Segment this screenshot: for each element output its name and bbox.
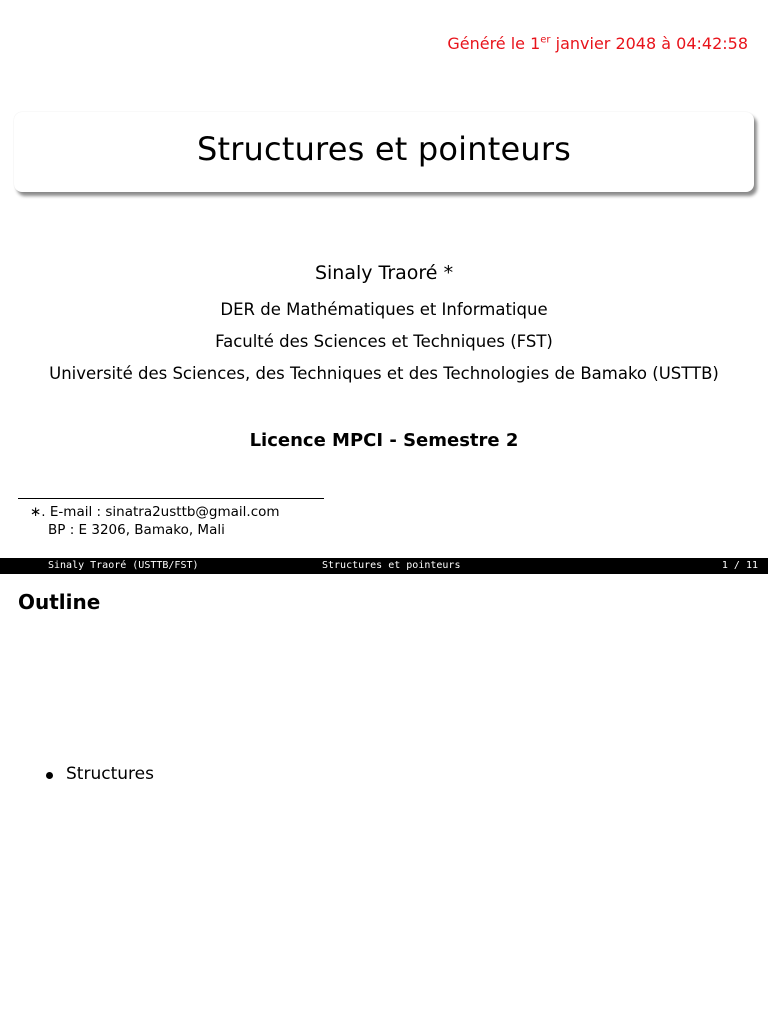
footnote-email: [30, 504, 280, 520]
program-label: Licence MPCI - Semestre 2: [249, 430, 519, 451]
generated-suffix: janvier 2048 à 04:42:58: [550, 34, 748, 53]
outline-item-structures: Structures: [66, 764, 154, 784]
slide-title: Structures et pointeurs: [196, 130, 572, 168]
footer-page-number: 1 / 11: [721, 560, 758, 571]
bullet-icon: [46, 772, 53, 779]
footnote-rule: [18, 498, 324, 499]
footnote-address: BP : E 3206, Bamako, Mali: [48, 522, 225, 538]
outline-heading: Outline: [18, 590, 101, 614]
author-footnote-mark: *: [443, 262, 454, 284]
author-name: Sinaly Traoré: [314, 262, 438, 284]
email-line: E-mail : sinatra2usttb@gmail.com: [49, 504, 280, 520]
slide-footer-bar: [0, 558, 768, 574]
affiliation-university: Université des Sciences, des Techniques et des Technologies de Bamako (USTTB): [49, 364, 719, 383]
affiliation-faculty: Faculté des Sciences et Techniques (FST): [215, 332, 553, 351]
footer-author: Sinaly Traoré (USTTB/FST): [48, 560, 199, 571]
footer-title: Structures et pointeurs: [322, 560, 461, 571]
footnote-marker: ∗.: [30, 504, 46, 520]
generation-timestamp: [447, 34, 748, 53]
author-line: [0, 262, 768, 284]
generated-prefix: Généré le 1: [447, 34, 541, 53]
generated-superscript: er: [540, 34, 551, 46]
affiliation-department: DER de Mathématiques et Informatique: [220, 300, 548, 319]
